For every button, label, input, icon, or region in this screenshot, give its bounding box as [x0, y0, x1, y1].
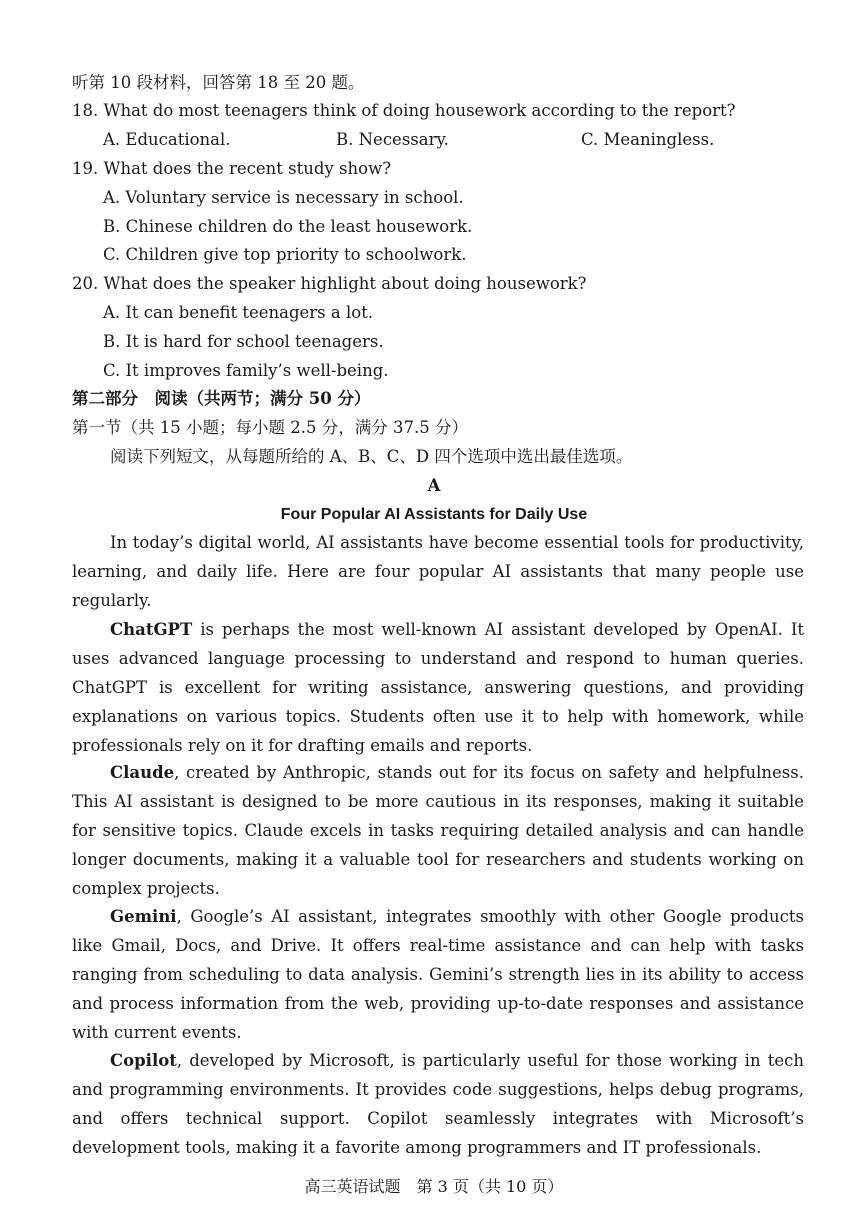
question-19-option-a: A. Voluntary service is necessary in school. [103, 188, 464, 207]
reading-section-header: 第一节（共 15 小题；每小题 2.5 分，满分 37.5 分） [72, 418, 468, 437]
paragraph-chatgpt [72, 615, 804, 760]
question-18-stem: 18. What do most teenagers think of doing housework according to the report? [72, 101, 736, 120]
assistant-name-gemini: Gemini [110, 907, 177, 926]
passage-title: Four Popular AI Assistants for Daily Use [280, 506, 588, 523]
reading-instruction: 阅读下列短文，从每题所给的 A、B、C、D 四个选项中选出最佳选项。 [110, 447, 633, 466]
question-18-option-a: A. Educational. [103, 130, 231, 149]
paragraph-text: , developed by Microsoft, is particularly useful for those working in tech and programming environments. It provides code suggestions, helps debug programs, and offers technical support. Copilot seamlessly integrates with Microsoft’s development tools, making it a favorite among programmers and IT professionals. [72, 1051, 804, 1157]
question-19-stem: 19. What does the recent study show? [72, 159, 392, 178]
assistant-name-chatgpt: ChatGPT [110, 620, 193, 639]
question-18-option-c: C. Meaningless. [581, 130, 715, 149]
paragraph-gemini [72, 902, 804, 1047]
page-footer: 高三英语试题 第 3 页（共 10 页） [304, 1177, 564, 1196]
paragraph-text: , created by Anthropic, stands out for its focus on safety and helpfulness. This AI assistant is designed to be more cautious in its responses, making it suitable for sensitive topics. Claude excels in tasks requiring detailed analysis and can handle longer documents, making it a valuable tool for researchers and students working on complex projects. [72, 763, 804, 898]
paragraph-claude [72, 758, 804, 903]
paragraph-copilot [72, 1046, 804, 1162]
reading-part-header: 第二部分 阅读（共两节；满分 50 分） [72, 389, 371, 408]
question-19-option-b: B. Chinese children do the least housework. [103, 217, 473, 236]
question-20-option-a: A. It can benefit teenagers a lot. [103, 303, 374, 322]
question-19-option-c: C. Children give top priority to schoolwork. [103, 245, 467, 264]
assistant-name-claude: Claude [110, 763, 175, 782]
paragraph-text: , Google’s AI assistant, integrates smoothly with other Google products like Gmail, Docs, and Drive. It offers real-time assistance and can help with tasks ranging from scheduling to data analysis. Gemini’s strength lies in its ability to access and process information from the web, providing up-to-date responses and assistance with current events. [72, 907, 804, 1042]
assistant-name-copilot: Copilot [110, 1051, 177, 1070]
listening-intro: 听第 10 段材料，回答第 18 至 20 题。 [72, 73, 365, 92]
intro-paragraph: In today’s digital world, AI assistants have become essential tools for productivity, learning, and daily life. Here are four popular AI assistants that many people use regularly. [72, 533, 804, 610]
question-20-option-c: C. It improves family’s well-being. [103, 361, 389, 380]
question-20-option-b: B. It is hard for school teenagers. [103, 332, 384, 351]
passage-letter: A [427, 476, 441, 495]
question-18-option-b: B. Necessary. [336, 130, 449, 149]
paragraph-text: is perhaps the most well-known AI assistant developed by OpenAI. It uses advanced language processing to understand and respond to human queries. ChatGPT is excellent for writing assistance, answering questions, and providing explanations on various topics. Students often use it to help with homework, while professionals rely on it for drafting emails and reports. [72, 620, 804, 755]
question-20-stem: 20. What does the speaker highlight about doing housework? [72, 274, 587, 293]
